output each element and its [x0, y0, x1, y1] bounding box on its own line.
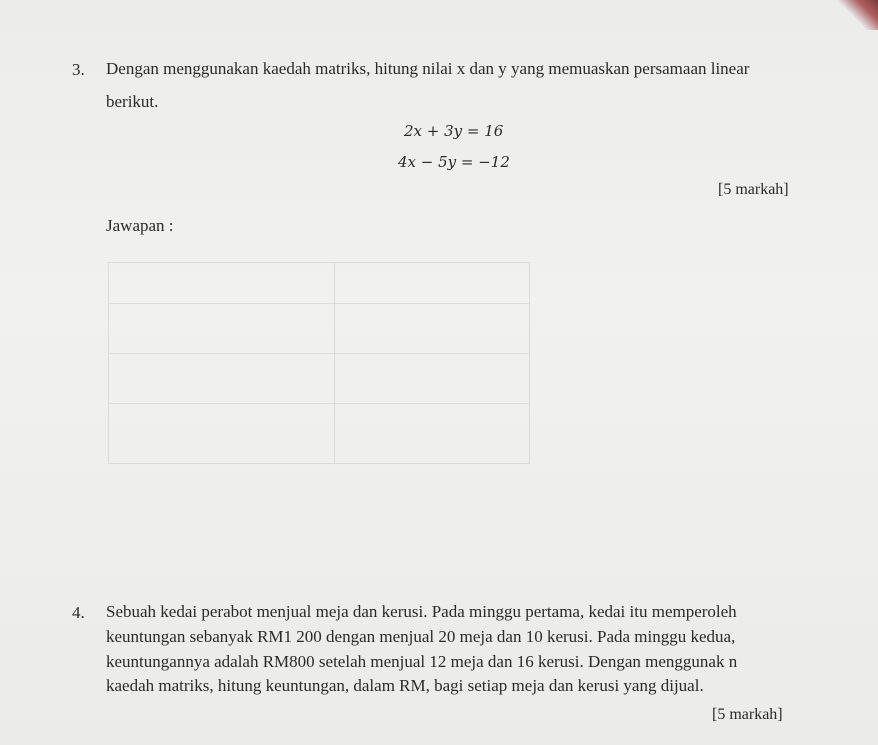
equation-1: 2x + 3y = 16	[404, 122, 504, 140]
question-3-text-line-2: berikut.	[106, 92, 159, 111]
question-3-number: 3.	[72, 60, 85, 79]
question-4-text-line-1: Sebuah kedai perabot menjual meja dan kerusi. Pada minggu pertama, kedai itu memperoleh	[106, 602, 737, 621]
question-4-number: 4.	[72, 603, 85, 622]
bleed-through-table	[108, 262, 530, 464]
question-4-text-line-3: keuntungannya adalah RM800 setelah menjual 12 meja dan 16 kerusi. Dengan menggunak n	[106, 652, 738, 671]
page-corner-fold	[838, 0, 878, 30]
equation-2: 4x − 5y = −12	[398, 153, 510, 171]
question-4-text-line-4: kaedah matriks, hitung keuntungan, dalam RM, bagi setiap meja dan kerusi yang dijual.	[106, 676, 704, 695]
question-4-marks: [5 markah]	[712, 706, 783, 723]
answer-label: Jawapan :	[106, 216, 174, 235]
question-3-marks: [5 markah]	[718, 181, 789, 198]
question-4-text-line-2: keuntungan sebanyak RM1 200 dengan menjual 20 meja dan 10 kerusi. Pada minggu kedua,	[106, 627, 736, 646]
question-3-text-line-1: Dengan menggunakan kaedah matriks, hitung nilai x dan y yang memuaskan persamaan linear	[106, 59, 750, 78]
